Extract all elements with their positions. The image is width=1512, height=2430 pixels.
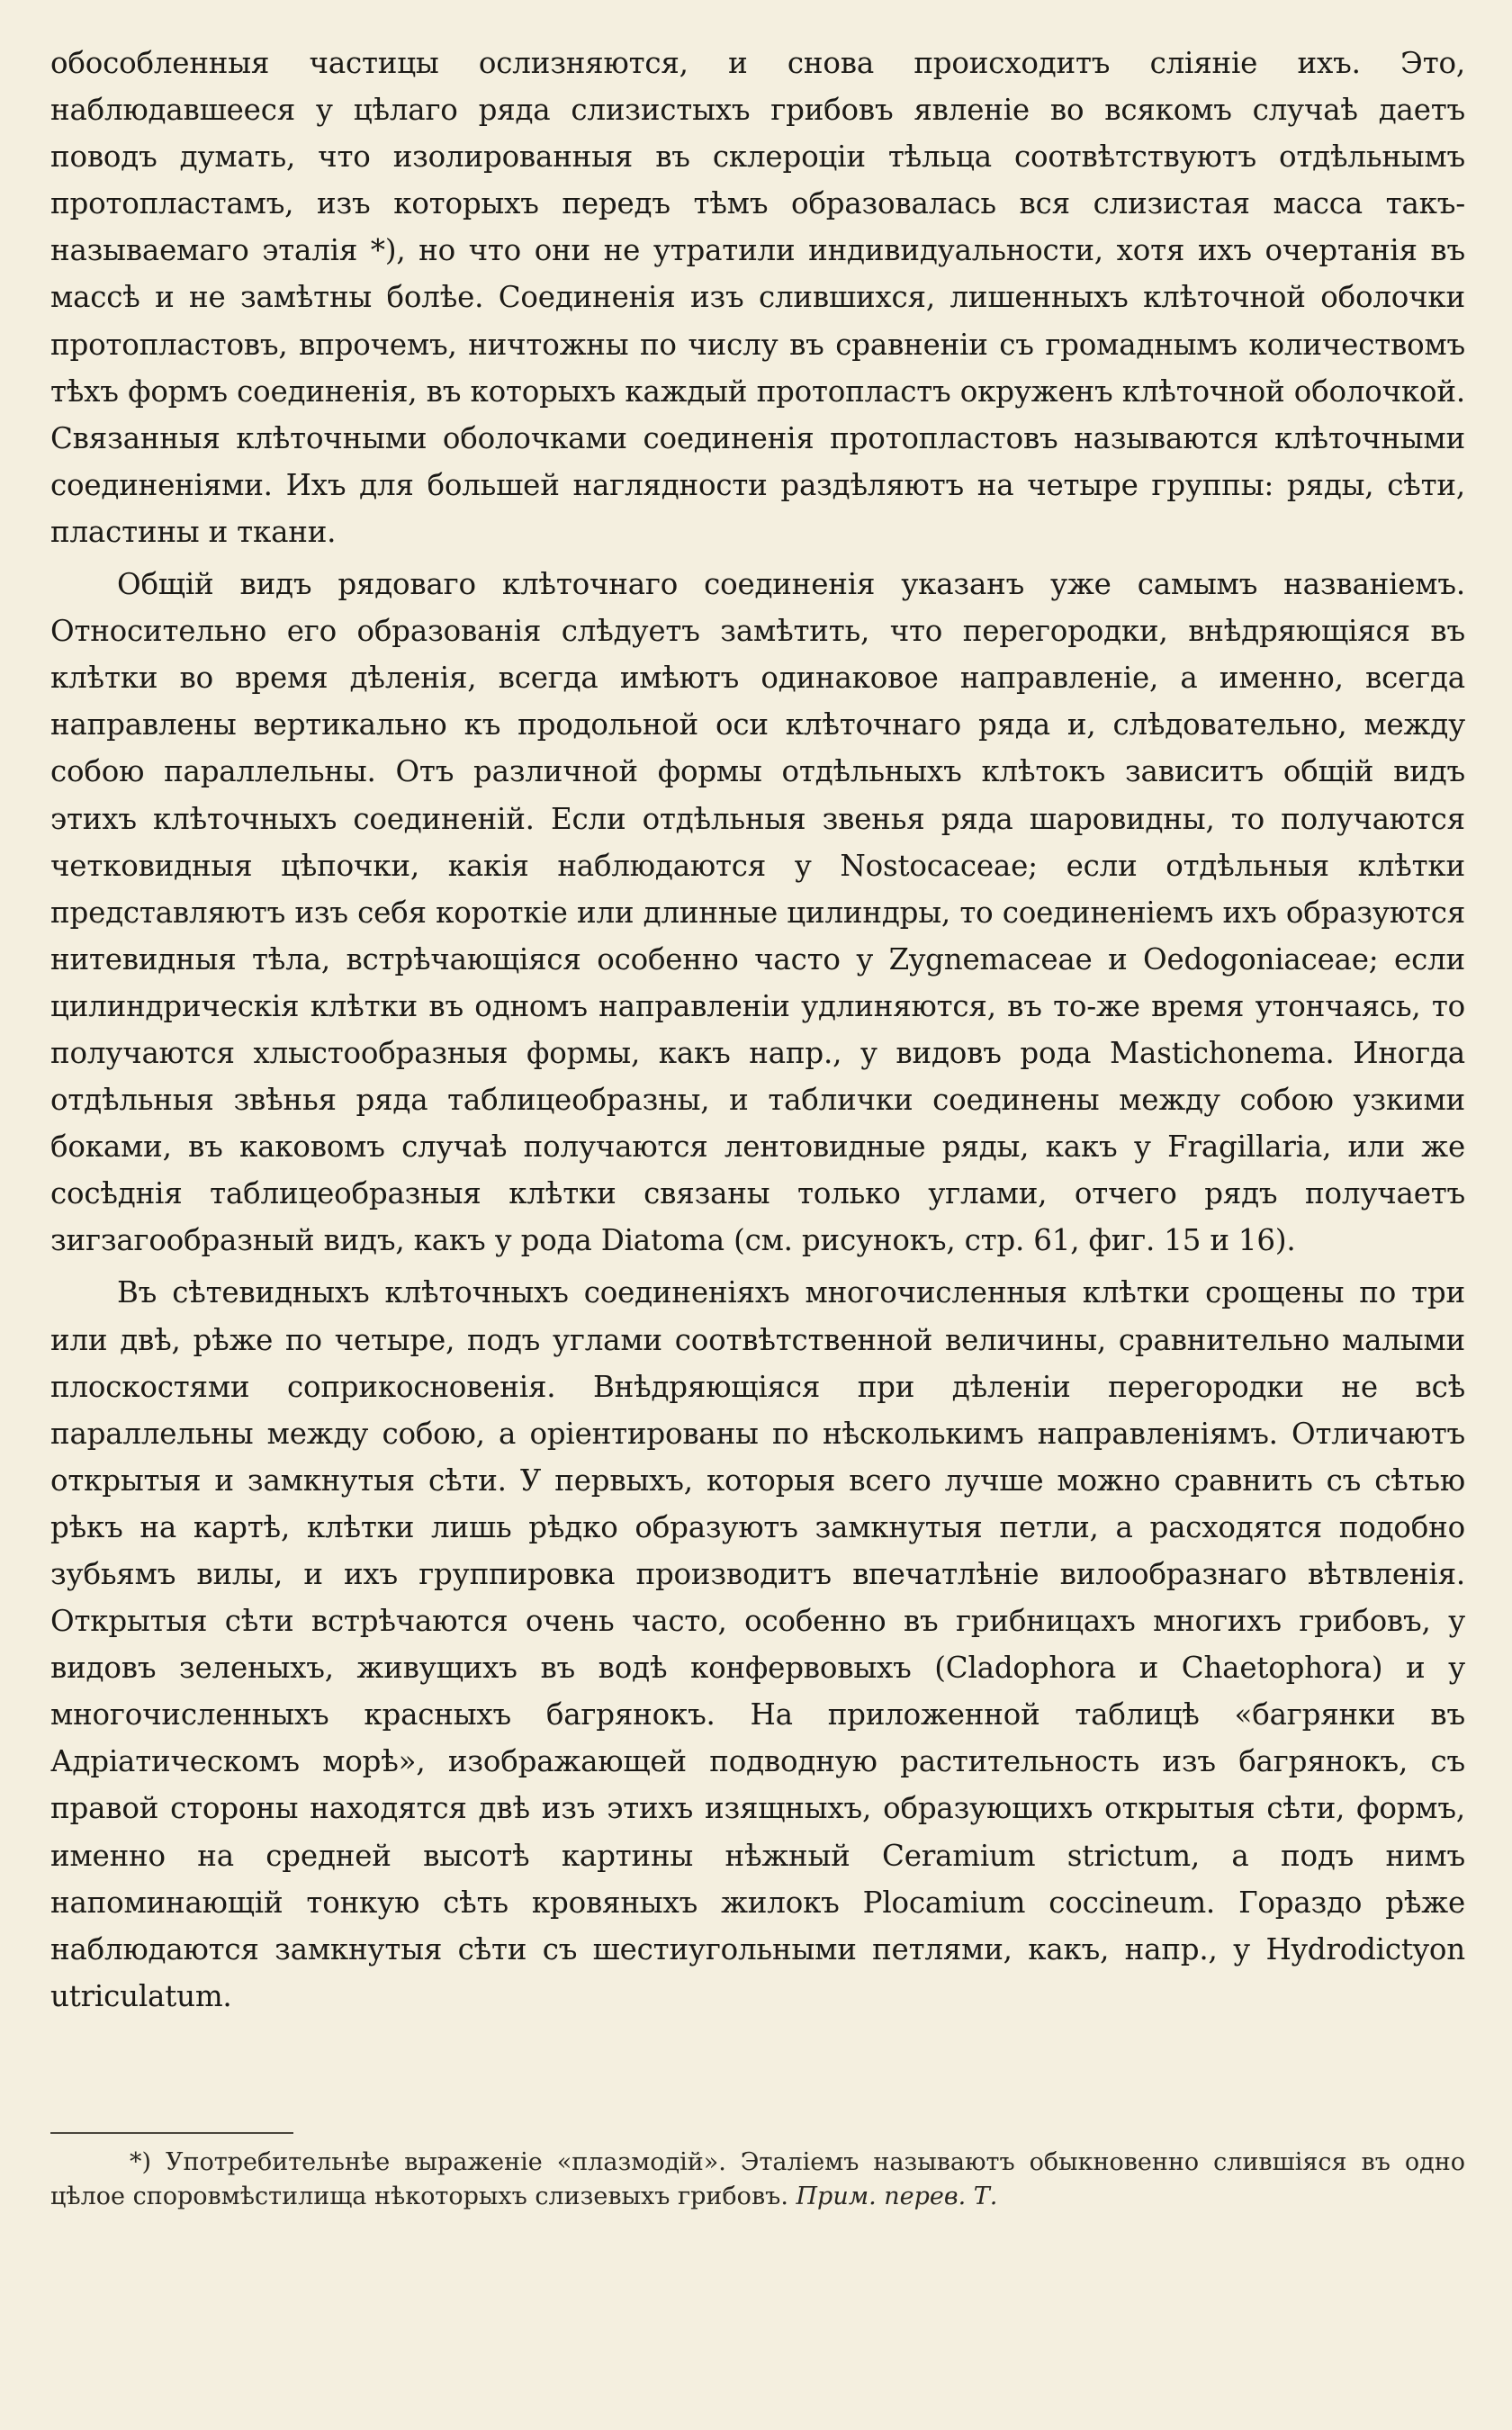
footnote-text: *) Употребительнѣе выраженіе «плазмодій». Эталіемъ называютъ обыкновенно слившіяся въ одно цѣлое споровмѣстилища нѣкоторыхъ слизевыхъ грибовъ. [50, 2148, 1465, 2210]
paragraph-1: обособленныя частицы ослизняются, и снова происходитъ сліяніе ихъ. Это, наблюдавшееся у цѣлаго ряда слизистыхъ грибовъ явленіе во всякомъ случаѣ даетъ поводъ думать, что изолированныя въ склероціи тѣльца соотвѣтствуютъ отдѣльнымъ протопластамъ, изъ которыхъ передъ тѣмъ образовалась вся слизистая масса такъ-называемаго эталія *), но что они не утратили индивидуальности, хотя ихъ очертанія въ массѣ и не замѣтны болѣе. Соединенія изъ слившихся, лишенныхъ клѣточной оболочки протопластовъ, впрочемъ, ничтожны по числу въ сравненіи съ громаднымъ количествомъ тѣхъ формъ соединенія, въ которыхъ каждый протопластъ окруженъ клѣточной оболочкой. Связанныя клѣточными оболочками соединенія протопластовъ называются клѣточными соединеніями. Ихъ для большей наглядности раздѣляютъ на четыре группы: ряды, сѣти, пластины и ткани. [50, 46, 1465, 549]
main-text [50, 40, 1465, 2020]
footnote [50, 2146, 1465, 2214]
paragraph-2 [50, 561, 1465, 1264]
paragraph-3 [50, 1269, 1465, 2020]
footnote-divider [50, 2132, 293, 2134]
paragraph-3-text: Въ сѣтевидныхъ клѣточныхъ соединеніяхъ многочисленныя клѣтки срощены по три или двѣ, рѣже по четыре, подъ углами соотвѣтственной величины, сравнительно малыми плоскостями соприкосновенія. Внѣдряющіяся при дѣленіи перегородки не всѣ параллельны между собою, а оріентированы по нѣсколькимъ направленіямъ. Отличаютъ открытыя и замкнутыя сѣти. У первыхъ, которыя всего лучше можно сравнить съ сѣтью рѣкъ на картѣ, клѣтки лишь рѣдко образуютъ замкнутыя петли, а расходятся подобно зубьямъ вилы, и ихъ группировка производитъ впечатлѣніе вилообразнаго вѣтвленія. Открытыя сѣти встрѣчаются очень часто, особенно въ грибницахъ многихъ грибовъ, у видовъ зеленыхъ, живущихъ въ водѣ конфервовыхъ (Cladophora и Chaetophora) и у многочисленныхъ красныхъ багрянокъ. На приложенной таблицѣ «багрянки въ Адріатическомъ морѣ», изображающей подводную растительность изъ багрянокъ, съ правой стороны находятся двѣ изъ этихъ изящныхъ, образующихъ открытыя сѣти, формъ, именно на средней высотѣ картины нѣжный Ceramium strictum, а подъ нимъ напоминающій тонкую сѣть кровяныхъ жилокъ Plocamium coccineum. Гораздо рѣже наблюдаются замкнутыя сѣти съ шестиугольными петлями, какъ, напр., у Hydrodictyon utriculatum. [50, 1275, 1465, 2013]
footnote-signature: Прим. перев. Т. [796, 2182, 998, 2210]
paragraph-2-text: Общій видъ рядоваго клѣточнаго соединенія указанъ уже самымъ названіемъ. Относительно его образованія слѣдуетъ замѣтить, что перегородки, внѣдряющіяся въ клѣтки во время дѣленія, всегда имѣютъ одинаковое направленіе, а именно, всегда направлены вертикально къ продольной оси клѣточнаго ряда и, слѣдовательно, между собою параллельны. Отъ различной формы отдѣльныхъ клѣтокъ зависитъ общій видъ этихъ клѣточныхъ соединеній. Если отдѣльныя звенья ряда шаровидны, то получаются четковидныя цѣпочки, какія наблюдаются у Nostocaceae; если отдѣльныя клѣтки представляютъ изъ себя короткіе или длинные цилиндры, то соединеніемъ ихъ образуются нитевидныя тѣла, встрѣчающіяся особенно часто у Zygnemaceae и Oedogoniaceae; если цилиндрическія клѣтки въ одномъ направленіи удлиняются, въ то-же время утончаясь, то получаются хлыстообразныя формы, какъ напр., у видовъ рода Mastichonema. Иногда отдѣльныя звѣнья ряда таблицеобразны, и таблички соединены между собою узкими боками, въ каковомъ случаѣ получаются лентовидные ряды, какъ у Fragillaria, или же сосѣднія таблицеобразныя клѣтки связаны только углами, отчего рядъ получаетъ зигзагообразный видъ, какъ у рода Diatoma (см. рисунокъ, стр. 61, фиг. 15 и 16). [50, 567, 1465, 1258]
